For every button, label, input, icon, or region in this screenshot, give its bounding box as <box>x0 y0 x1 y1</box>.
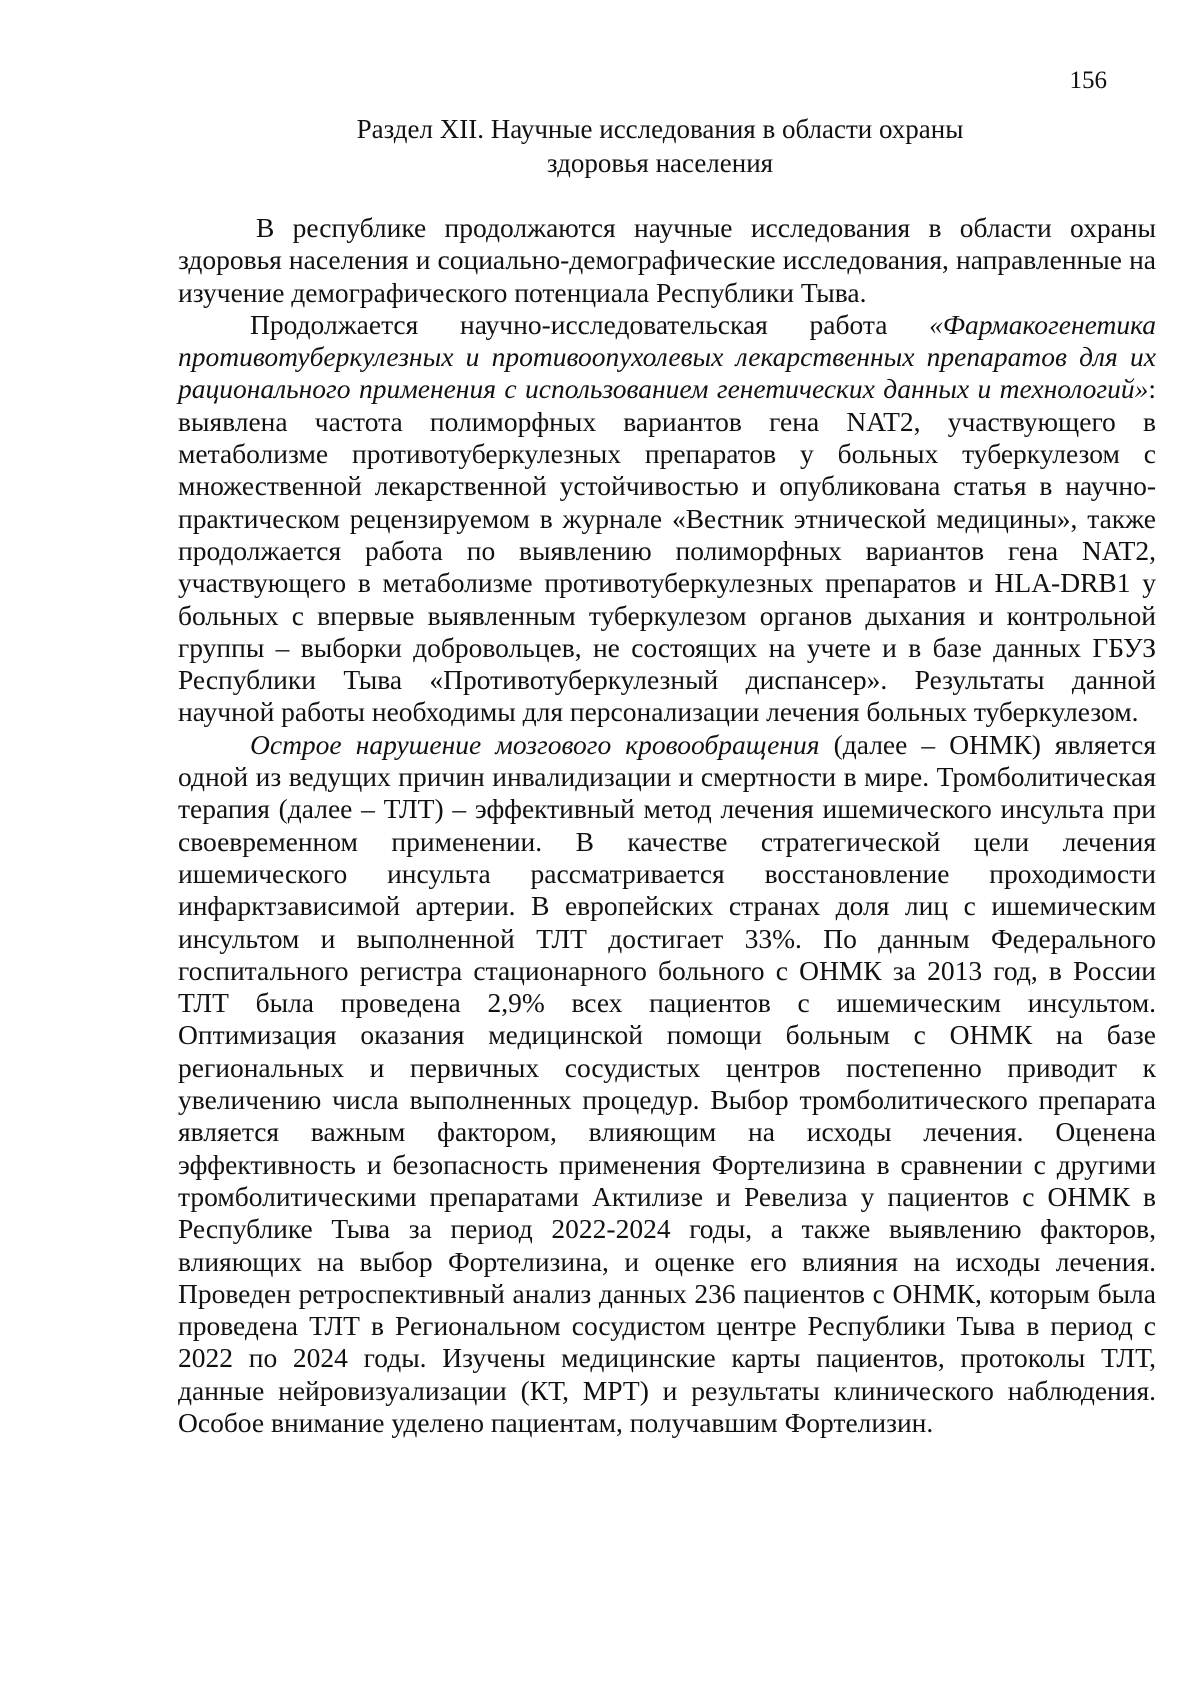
paragraph-research-overview <box>178 212 1156 309</box>
paragraph-pharmacogenetics <box>178 309 1156 729</box>
paragraph-2-rest: : выявлена частота полиморфных вариантов гена NAT2, участвующего в метаболизме противотуберкулезных препаратов у больных туберкулезом с множественной лекарственной устойчивостью и опубликована статья в научно-практическом рецензируемом в журнале «Вестник этнической медицины», также продолжается работа по выявлению полиморфных вариантов гена NAT2, участвующего в метаболизме противотуберкулезных препаратов и HLA-DRB1 у больных с впервые выявленным туберкулезом органов дыхания и контрольной группы – выборки добровольцев, не состоящих на учете и в базе данных ГБУЗ Республики Тыва «Противотуберкулезный диспансер». Результаты данной научной работы необходимы для персонализации лечения больных туберкулезом. <box>178 373 1156 728</box>
body-text <box>178 212 1156 1439</box>
project-title-italic: «Фармакогенетика противотуберкулезных и противоопухолевых лекарственных препаратов для их рационального применения с использованием генетических данных и технологий» <box>178 308 1156 405</box>
section-title-line-2: здоровья населения <box>546 148 774 178</box>
paragraph-1-text: В республике продолжаются научные исследования в области охраны здоровья населения и социально-демографические исследования, направленные на изучение демографического потенциала Республики Тыва. <box>178 212 1156 308</box>
section-title <box>300 112 1020 180</box>
page-number: 156 <box>1069 67 1107 94</box>
stroke-term-italic: Острое нарушение мозгового кровообращения <box>250 728 820 760</box>
paragraph-3-rest: (далее – ОНМК) является одной из ведущих причин инвалидизации и смертности в мире. Тромболитическая терапия (далее – ТЛТ) – эффективный метод лечения ишемического инсульта при своевременном применении. В качестве стратегической цели лечения ишемического инсульта рассматривается восстановление проходимости инфарктзависимой артерии. В европейских странах доля лиц с ишемическим инсультом и выполненной ТЛТ достигает 33%. По данным Федерального госпитального регистра стационарного больного с ОНМК за 2013 год, в России ТЛТ была проведена 2,9% всех пациентов с ишемическим инсультом. Оптимизация оказания медицинской помощи больным с ОНМК на базе региональных и первичных сосудистых центров постепенно приводит к увеличению числа выполненных процедур. Выбор тромболитического препарата является важным фактором, влияющим на исходы лечения. Оценена эффективность и безопасность применения Фортелизина в сравнении с другими тромболитическими препаратами Актилизе и Ревелиза у пациентов с ОНМК в Республике Тыва за период 2022-2024 годы, а также выявлению факторов, влияющих на выбор Фортелизина, и оценке его влияния на исходы лечения. Проведен ретроспективный анализ данных 236 пациентов с ОНМК, которым была проведена ТЛТ в Региональном сосудистом центре Республики Тыва в период с 2022 по 2024 годы. Изучены медицинские карты пациентов, протоколы ТЛТ, данные нейровизуализации (КТ, МРТ) и результаты клинического наблюдения. Особое внимание уделено пациентам, получавшим Фортелизин. <box>178 728 1156 1438</box>
paragraph-2-intro: Продолжается научно-исследовательская работа <box>250 308 930 340</box>
section-title-line-1: Раздел XII. Научные исследования в области охраны <box>356 114 964 144</box>
paragraph-stroke-study <box>178 729 1156 1440</box>
